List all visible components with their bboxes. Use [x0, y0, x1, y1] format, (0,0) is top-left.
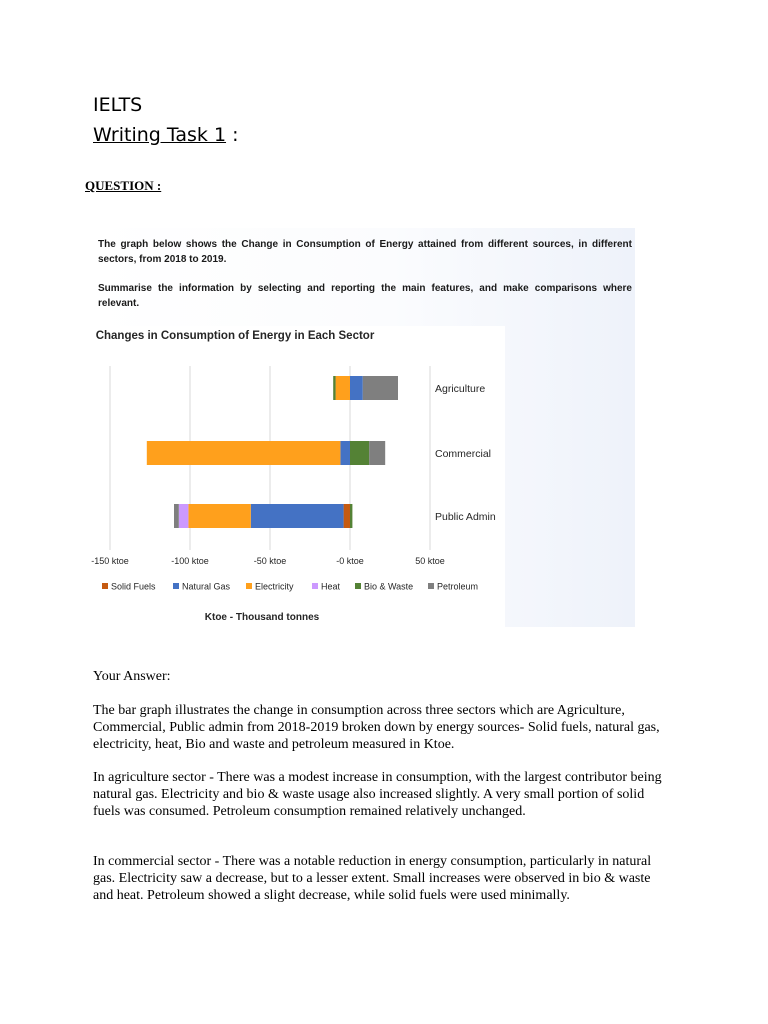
answer-label: Your Answer: — [93, 669, 171, 684]
legend-label: Solid Fuels — [111, 581, 156, 592]
chart-title: Changes in Consumption of Energy in Each Sector — [95, 330, 375, 342]
legend-label: Natural Gas — [182, 581, 231, 592]
legend-swatch — [428, 583, 434, 589]
legend-label: Petroleum — [437, 581, 479, 592]
bar-agriculture-bio-waste — [333, 376, 335, 400]
bar-public-admin-electricity — [188, 504, 250, 528]
tick-label: -50 ktoe — [253, 556, 287, 566]
legend-swatch — [246, 583, 252, 589]
bar-agriculture-petroleum — [363, 376, 398, 400]
document-title — [93, 90, 238, 150]
legend-swatch — [173, 583, 179, 589]
bar-public-admin-heat — [179, 504, 189, 528]
answer-paragraph-1: The bar graph illustrates the change in consumption across three sectors which are Agriculture, Commercial, Public admin from 2018-2019 broken down by energy sources- Solid fuels, natural gas, electricity, heat, Bio and waste and petroleum measured in Ktoe. — [93, 703, 660, 752]
tick-label: -150 ktoe — [91, 556, 129, 566]
bar-public-admin-bio-waste — [350, 504, 352, 528]
chart-xlabel: Ktoe - Thousand tonnes — [204, 612, 320, 623]
tick-label: -100 ktoe — [171, 556, 209, 566]
bar-agriculture-electricity — [336, 376, 350, 400]
title-writing-task — [93, 120, 238, 150]
bar-commercial-electricity — [147, 441, 341, 465]
task-prompt: The graph below shows the Change in Consumption of Energy attained from different sources, in different sectors, from 2018 to 2019. — [98, 239, 632, 265]
tick-label: -0 ktoe — [336, 556, 364, 566]
legend-label: Electricity — [255, 581, 294, 592]
bar-agriculture-natural-gas — [350, 376, 363, 400]
title-ielts: IELTS — [93, 94, 143, 116]
bar-commercial-natural-gas — [340, 441, 350, 465]
legend-label: Bio & Waste — [364, 581, 414, 592]
answer-paragraph-3: In commercial sector - There was a notable reduction in energy consumption, particularly in natural gas. Electricity saw a decrease, but to a lesser extent. Small increases were observed in bio & waste and heat. Petroleum showed a slight decrease, while solid fuels were used minimally. — [93, 854, 652, 903]
task-instruction: Summarise the information by selecting and reporting the main features, and make comparisons where relevant. — [98, 283, 632, 309]
chart-panel — [91, 326, 505, 627]
category-label: Commercial — [435, 448, 492, 460]
bar-commercial-bio-waste — [350, 441, 369, 465]
question-heading: QUESTION : — [85, 178, 162, 193]
legend-swatch — [102, 583, 108, 589]
bar-commercial-petroleum — [369, 441, 385, 465]
legend-swatch — [355, 583, 361, 589]
category-label: Public Admin — [435, 511, 496, 523]
answer-paragraph-2: In agriculture sector - There was a modest increase in consumption, with the largest contributor being natural gas. Electricity and bio & waste usage also increased slightly. A very small portion of solid fuels was consumed. Petroleum consumption remained relatively unchanged. — [93, 770, 662, 819]
bar-public-admin-solid-fuels — [344, 504, 350, 528]
legend-swatch — [312, 583, 318, 589]
legend-label: Heat — [321, 581, 341, 592]
tick-label: 50 ktoe — [415, 556, 445, 566]
energy-chart — [91, 326, 505, 627]
title-writing-task-text: Writing Task 1 — [93, 124, 227, 146]
task-image — [92, 228, 635, 627]
bar-public-admin-natural-gas — [251, 504, 344, 528]
category-label: Agriculture — [435, 383, 486, 395]
bar-public-admin-petroleum — [174, 504, 179, 528]
title-colon: : — [226, 124, 239, 146]
